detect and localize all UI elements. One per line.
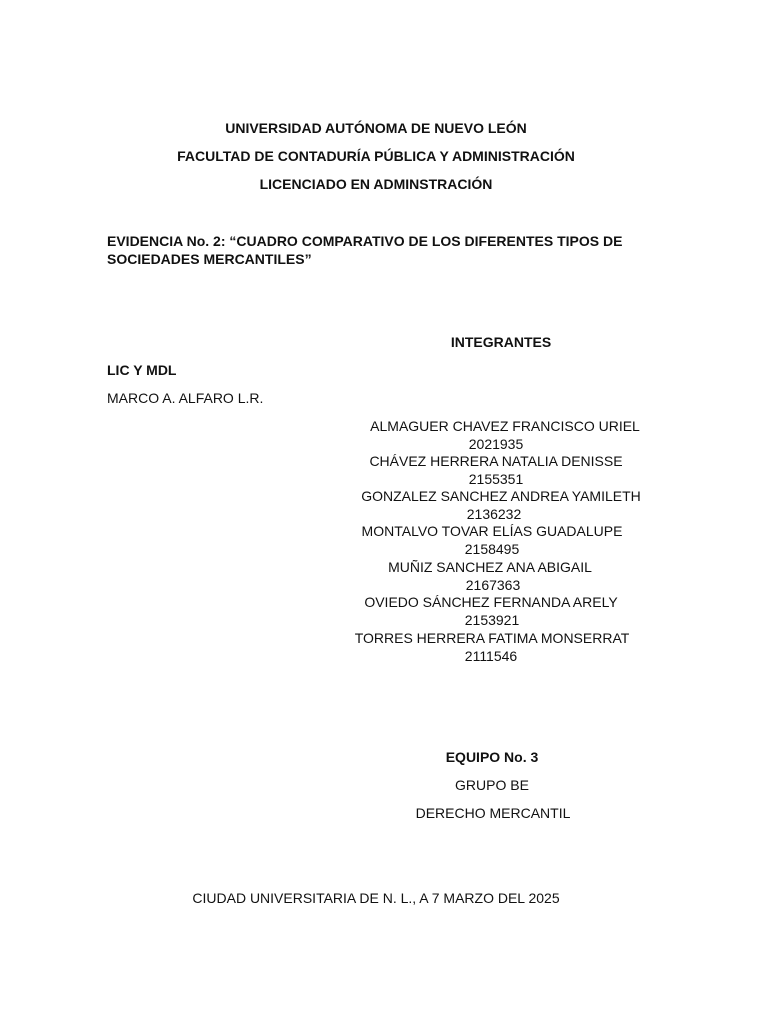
member-id: 2155351 <box>468 471 524 487</box>
member-id: 2153921 <box>464 612 520 628</box>
member-name: GONZALEZ SANCHEZ ANDREA YAMILETH <box>361 488 641 504</box>
members-heading: INTEGRANTES <box>450 334 552 350</box>
member-name: CHÁVEZ HERRERA NATALIA DENISSE <box>369 453 623 469</box>
member-name: MUÑIZ SANCHEZ ANA ABIGAIL <box>388 559 592 575</box>
evidence-title: EVIDENCIA No. 2: “CUADRO COMPARATIVO DE LOS DIFERENTES TIPOS DE SOCIEDADES MERCANTILES” <box>107 233 623 267</box>
degree-name: LICENCIADO EN ADMINSTRACIÓN <box>259 176 493 192</box>
member-name: ALMAGUER CHAVEZ FRANCISCO URIEL <box>370 418 640 434</box>
teacher-label: LIC Y MDL <box>107 362 177 378</box>
university-name: UNIVERSIDAD AUTÓNOMA DE NUEVO LEÓN <box>225 120 527 136</box>
member-name: TORRES HERRERA FATIMA MONSERRAT <box>354 630 630 646</box>
member-id: 2021935 <box>468 436 524 452</box>
member-name: MONTALVO TOVAR ELÍAS GUADALUPE <box>361 523 623 539</box>
member-id: 2136232 <box>466 506 522 522</box>
place-and-date: CIUDAD UNIVERSITARIA DE N. L., A 7 MARZO DEL 2025 <box>192 890 560 906</box>
team-label: EQUIPO No. 3 <box>445 749 539 765</box>
course-name: DERECHO MERCANTIL <box>415 805 571 821</box>
member-id: 2111546 <box>464 648 518 664</box>
faculty-name: FACULTAD DE CONTADURÍA PÚBLICA Y ADMINISTRACIÓN <box>177 148 575 164</box>
teacher-name: MARCO A. ALFARO L.R. <box>107 390 264 406</box>
group-label: GRUPO BE <box>455 777 529 793</box>
member-id: 2167363 <box>465 577 521 593</box>
member-id: 2158495 <box>464 541 520 557</box>
member-name: OVIEDO SÁNCHEZ FERNANDA ARELY <box>364 594 618 610</box>
